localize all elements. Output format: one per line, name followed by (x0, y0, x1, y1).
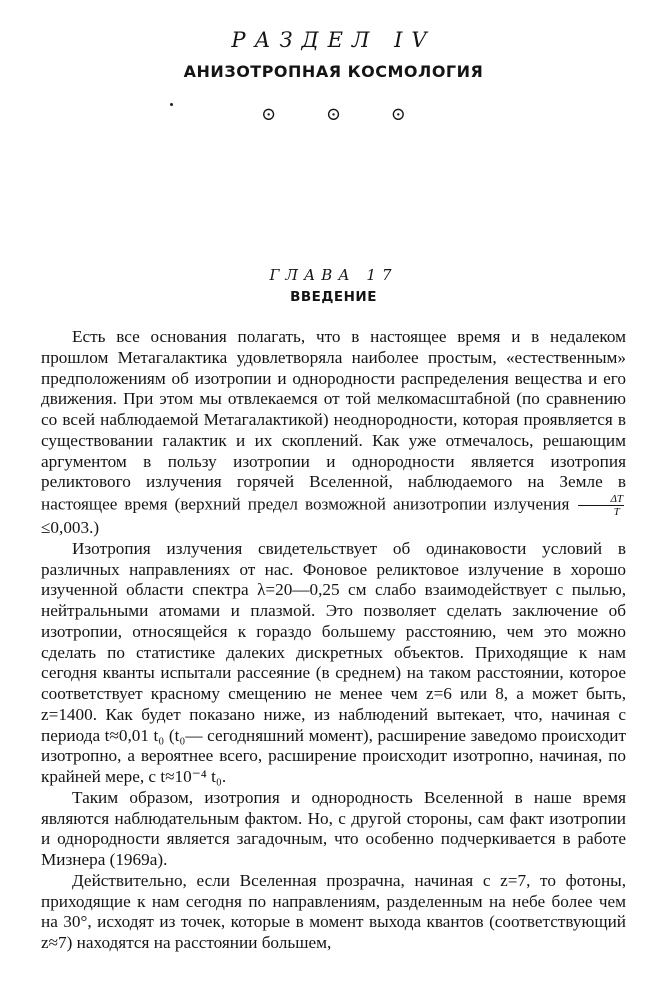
paragraph-3: Таким образом, изотропия и однородность Вселенной в наше время являются наблюдательным фактом. Но, с другой стороны, сам факт изотропии и однородности является загадочным, что особенно подчеркивается в работе Мизнера (1969а). (41, 787, 626, 869)
fraction-denominator: T (613, 506, 620, 518)
chapter-title: ВВЕДЕНИЕ (290, 289, 377, 305)
chapter-label: ГЛАВА 17 (269, 266, 398, 284)
paragraph-4: Действительно, если Вселенная прозрачна, начиная с z=7, то фотоны, приходящие к нам сегодня по направлениям, разделенным на небе более чем на 30°, исходят из точек, которые в момент выхода квантов (соответствующий z≈7) находятся на расстоянии большем, (41, 870, 626, 952)
fraction-numerator: ΔT (578, 493, 624, 506)
paragraph-1-text: Есть все основания полагать, что в настоящее время и в недалеком прошлом Метагалактика удовлетворяла наиболее простым, «естественным» предположениям об изотропии и однородности распределения вещества и его движения. При этом мы отвлекаемся от той мелкомасштабной (по сравнению со всей наблюдаемой Метагалактикой) неоднородности, которая проявляется в существовании галактик и их скоплений. Как уже отмечалось, решающим аргументом в пользу изотропии и однородности является изотропия реликтового излучения горячей Вселенной, наблюдаемого на Земле в настоящее время (верхний предел возможной анизотропии излучения (41, 327, 626, 514)
delta-t-over-t-fraction (578, 493, 624, 518)
section-ornament: ⊙ ⊙ ⊙ (261, 104, 428, 125)
chapter-body (41, 327, 626, 954)
section-label: РАЗДЕЛ IV (231, 28, 436, 52)
anisotropy-limit: ≤0,003.) (41, 518, 100, 537)
paragraph-1 (41, 327, 626, 539)
section-title: АНИЗОТРОПНАЯ КОСМОЛОГИЯ (183, 62, 484, 81)
paragraph-2: Изотропия излучения свидетельствует об одинаковости условий в различных направлениях от нас. Фоновое реликтовое излучение в хорошо изученной области спектра λ=20—0,25 см слабо взаимодействует с пылью, нейтральными атомами и плазмой. Это позволяет сделать заключение об изотропии, относящейся к гораздо большему расстоянию, чем это можно сделать по статистике далеких дискретных объектов. Приходящие к нам сегодня кванты испытали рассеяние (в среднем) на таком расстоянии, которое соответствует красному смещению не менее чем z=6 или 8, а может быть, z=1400. Как будет показано ниже, из наблюдений вытекает, что, начиная с периода t≈0,01 t₀ (t₀— сегодняшний момент), расширение заведомо происходит изотропно, а вероятнее всего, расширение происходит изотропно, начиная, по крайней мере, с t≈10⁻⁴ t₀. (41, 538, 626, 786)
